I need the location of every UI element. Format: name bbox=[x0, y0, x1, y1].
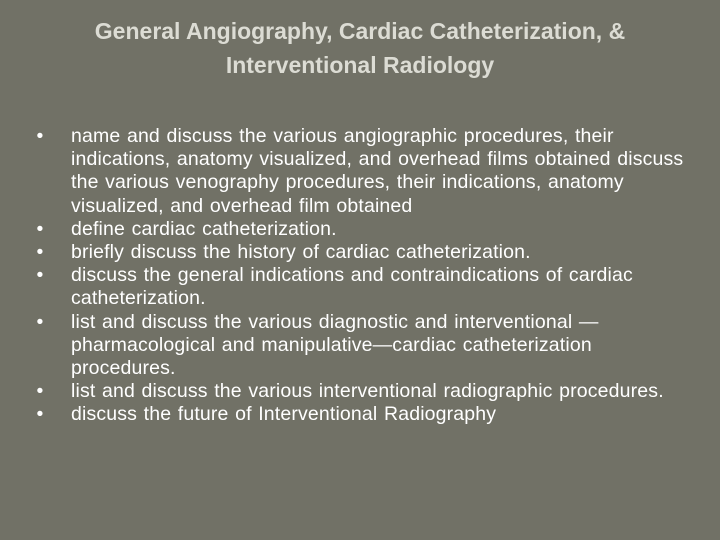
bullet-item bbox=[30, 380, 690, 403]
bullet-list bbox=[30, 125, 690, 427]
bullet-item bbox=[30, 218, 690, 241]
bullet-item bbox=[30, 403, 690, 426]
bullet-text: list and discuss the various interventional radiographic procedures. bbox=[71, 380, 664, 403]
bullet-text: briefly discuss the history of cardiac catheterization. bbox=[71, 241, 531, 264]
slide-title-line-1: General Angiography, Cardiac Catheterization, & bbox=[94, 18, 626, 44]
bullet-text: list and discuss the various diagnostic and interventional —pharmacological and manipulative—cardiac catheterization procedures. bbox=[71, 310, 599, 380]
bullet-icon: • bbox=[36, 241, 44, 264]
bullet-text: define cardiac catheterization. bbox=[71, 217, 337, 240]
bullet-item bbox=[30, 125, 690, 218]
bullet-item bbox=[30, 241, 690, 264]
bullet-text: name and discuss the various angiographic procedures, their indications, anatomy visualized, and overhead films obtained discuss the various venography procedures, their indications, anatomy visualized, and overhead film obtained bbox=[71, 125, 684, 217]
bullet-icon: • bbox=[36, 264, 44, 287]
bullet-icon: • bbox=[36, 380, 44, 403]
slide-title bbox=[30, 14, 690, 82]
bullet-icon: • bbox=[36, 217, 44, 240]
bullet-icon: • bbox=[36, 403, 44, 426]
bullet-item bbox=[30, 264, 690, 310]
bullet-icon: • bbox=[36, 310, 44, 333]
bullet-icon: • bbox=[36, 125, 44, 147]
slide-title-line-2: Interventional Radiology bbox=[225, 52, 495, 78]
bullet-text: discuss the general indications and contraindications of cardiac catheterization. bbox=[71, 264, 633, 310]
bullet-item bbox=[30, 311, 690, 381]
bullet-text: discuss the future of Interventional Radiography bbox=[71, 403, 497, 426]
